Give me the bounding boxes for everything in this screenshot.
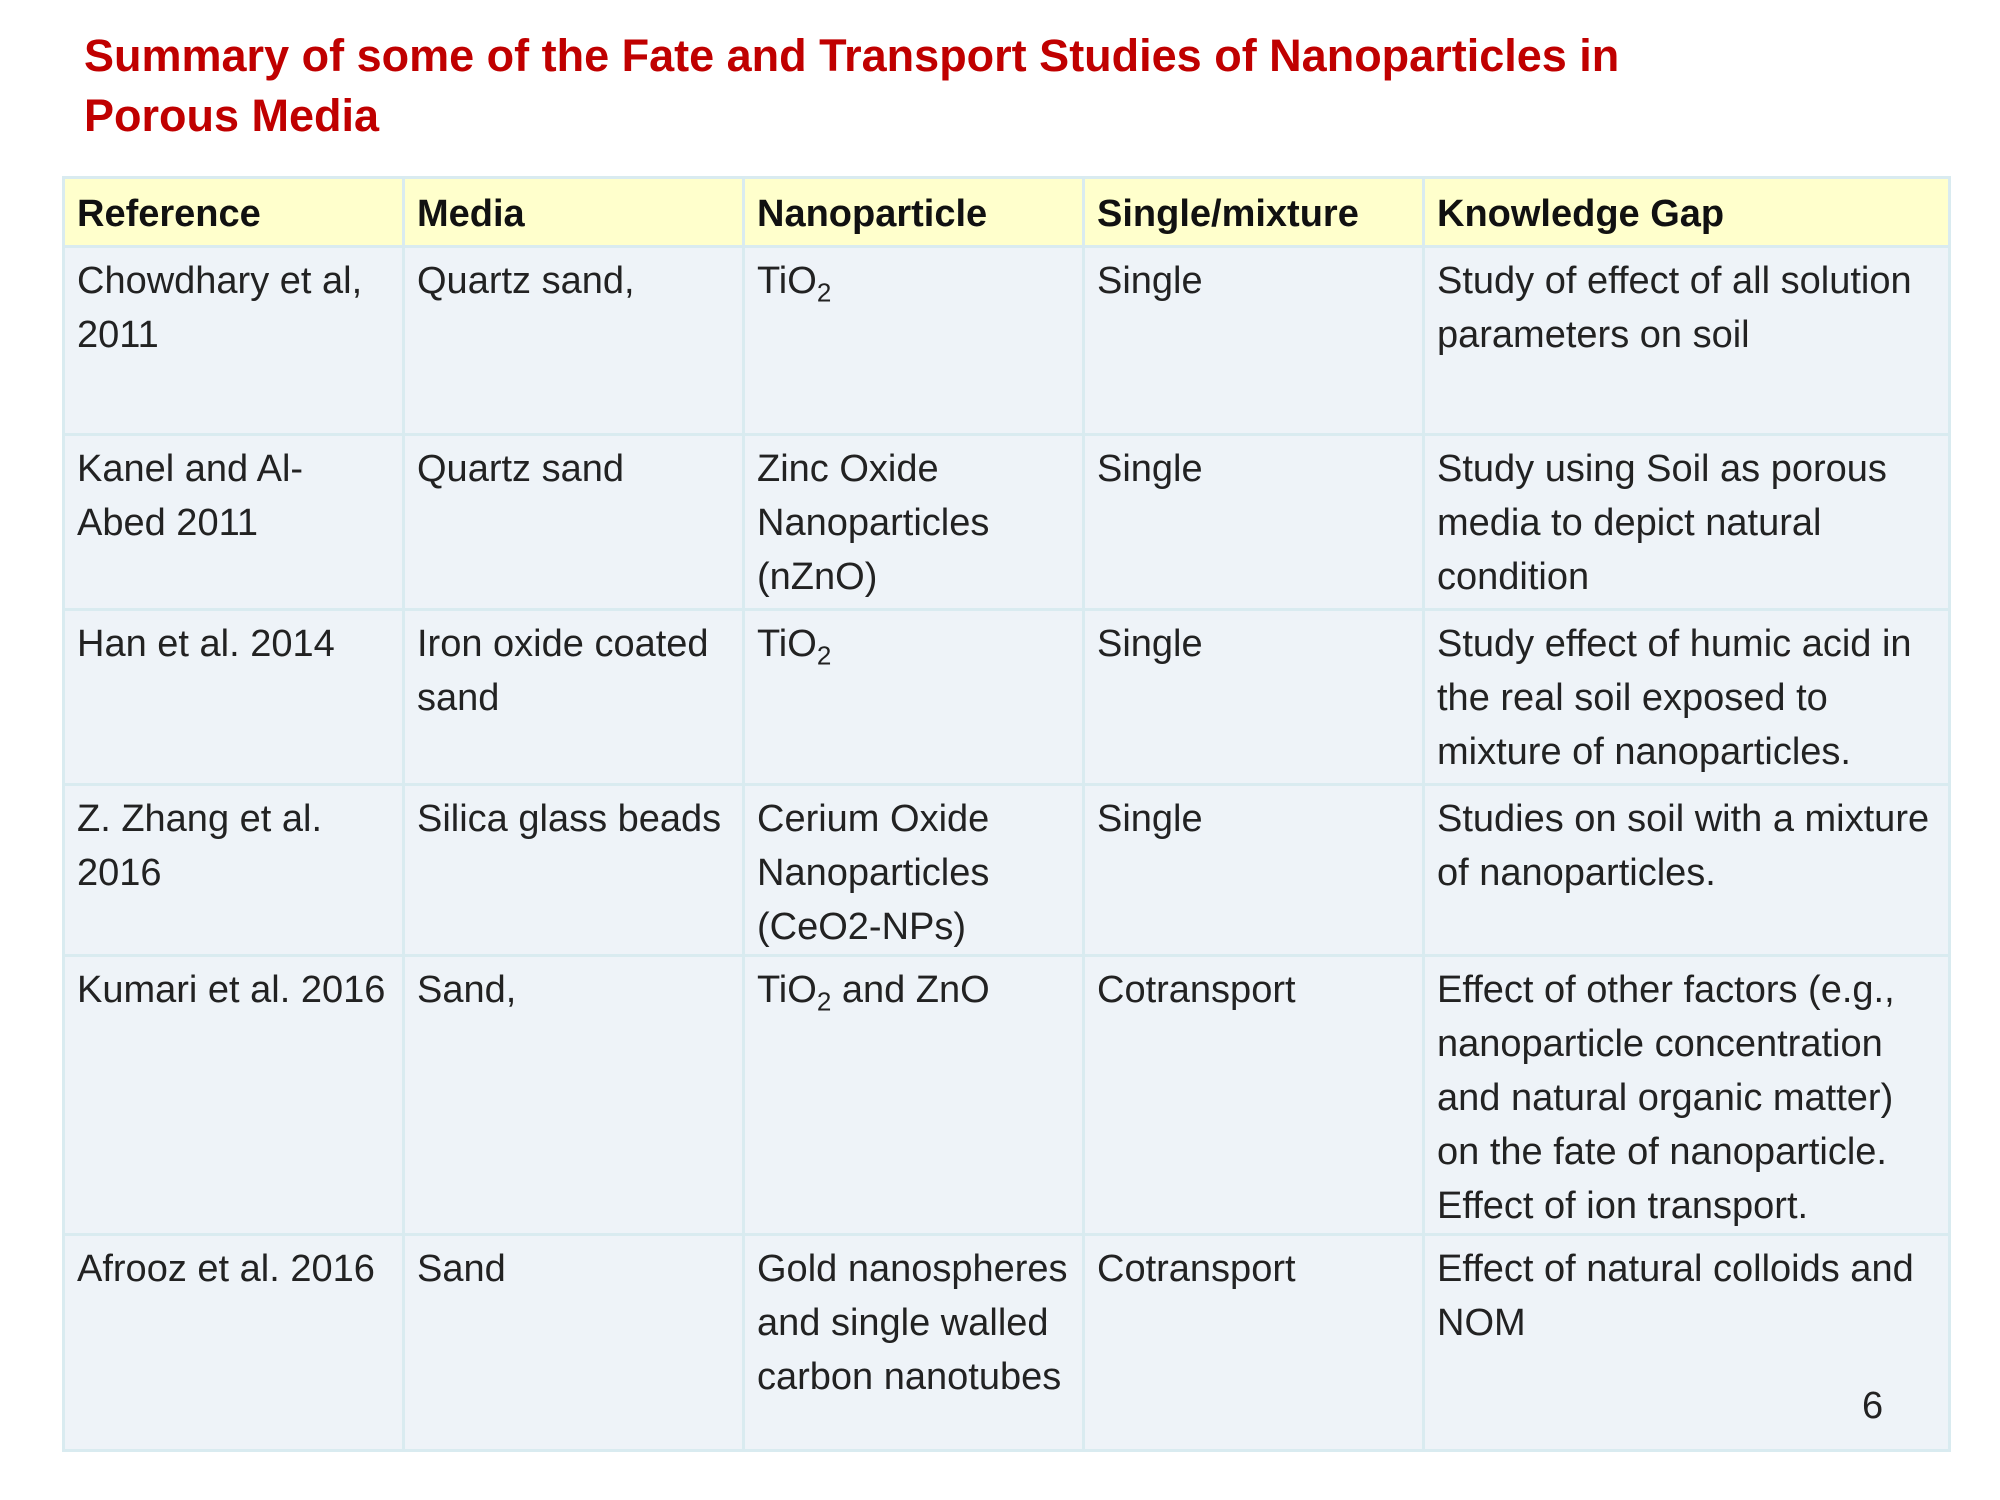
cell-reference: Kanel and Al-Abed 2011 <box>64 435 404 610</box>
table-header-row <box>64 178 1950 247</box>
cell-nanoparticle: Cerium Oxide Nanoparticles (CeO2-NPs) <box>744 785 1084 956</box>
header-knowledge-gap: Knowledge Gap <box>1424 178 1950 247</box>
cell-nanoparticle <box>744 247 1084 435</box>
nanoparticle-formula: TiO <box>757 623 817 665</box>
header-nanoparticle: Nanoparticle <box>744 178 1084 247</box>
cell-reference: Kumari et al. 2016 <box>64 956 404 1235</box>
table-row <box>64 785 1950 956</box>
cell-reference: Chowdhary et al, 2011 <box>64 247 404 435</box>
table-row <box>64 435 1950 610</box>
cell-nanoparticle: Gold nanospheres and single walled carbon nanotubes <box>744 1235 1084 1451</box>
cell-nanoparticle: Zinc Oxide Nanoparticles (nZnO) <box>744 435 1084 610</box>
cell-media: Sand <box>404 1235 744 1451</box>
cell-single-mixture: Cotransport <box>1084 1235 1424 1451</box>
formula-subscript: 2 <box>816 277 832 308</box>
table-row <box>64 1235 1950 1451</box>
cell-knowledge-gap: Study of effect of all solution parameters on soil <box>1424 247 1950 435</box>
cell-nanoparticle <box>744 956 1084 1235</box>
summary-table <box>62 176 1951 1452</box>
cell-knowledge-gap: Effect of other factors (e.g., nanoparticle concentration and natural organic matter) on the fate of nanoparticle. Effect of ion transport. <box>1424 956 1950 1235</box>
header-media: Media <box>404 178 744 247</box>
nanoparticle-formula: TiO <box>757 260 817 302</box>
cell-knowledge-gap: Effect of natural colloids and NOM <box>1424 1235 1950 1451</box>
formula-subscript: 2 <box>816 640 832 671</box>
table-row <box>64 247 1950 435</box>
cell-single-mixture: Cotransport <box>1084 956 1424 1235</box>
cell-media: Iron oxide coated sand <box>404 610 744 785</box>
title-line-2: Porous Media <box>84 90 380 141</box>
cell-single-mixture: Single <box>1084 785 1424 956</box>
cell-media: Quartz sand, <box>404 247 744 435</box>
cell-media: Sand, <box>404 956 744 1235</box>
cell-single-mixture: Single <box>1084 435 1424 610</box>
slide-title <box>84 26 1884 146</box>
nanoparticle-formula: TiO <box>757 969 817 1011</box>
table-row <box>64 610 1950 785</box>
cell-knowledge-gap: Studies on soil with a mixture of nanoparticles. <box>1424 785 1950 956</box>
page-number: 6 <box>1862 1385 1884 1427</box>
cell-knowledge-gap: Study using Soil as porous media to depict natural condition <box>1424 435 1950 610</box>
formula-subscript: 2 <box>816 986 832 1017</box>
title-line-1: Summary of some of the Fate and Transport Studies of Nanoparticles in <box>84 30 1620 81</box>
table-row <box>64 956 1950 1235</box>
cell-nanoparticle <box>744 610 1084 785</box>
header-reference: Reference <box>64 178 404 247</box>
cell-reference: Afrooz et al. 2016 <box>64 1235 404 1451</box>
cell-single-mixture: Single <box>1084 247 1424 435</box>
header-single-mixture: Single/mixture <box>1084 178 1424 247</box>
nanoparticle-suffix: and ZnO <box>831 969 990 1011</box>
cell-reference: Z. Zhang et al. 2016 <box>64 785 404 956</box>
cell-knowledge-gap: Study effect of humic acid in the real soil exposed to mixture of nanoparticles. <box>1424 610 1950 785</box>
cell-single-mixture: Single <box>1084 610 1424 785</box>
cell-media: Quartz sand <box>404 435 744 610</box>
cell-reference: Han et al. 2014 <box>64 610 404 785</box>
cell-media: Silica glass beads <box>404 785 744 956</box>
